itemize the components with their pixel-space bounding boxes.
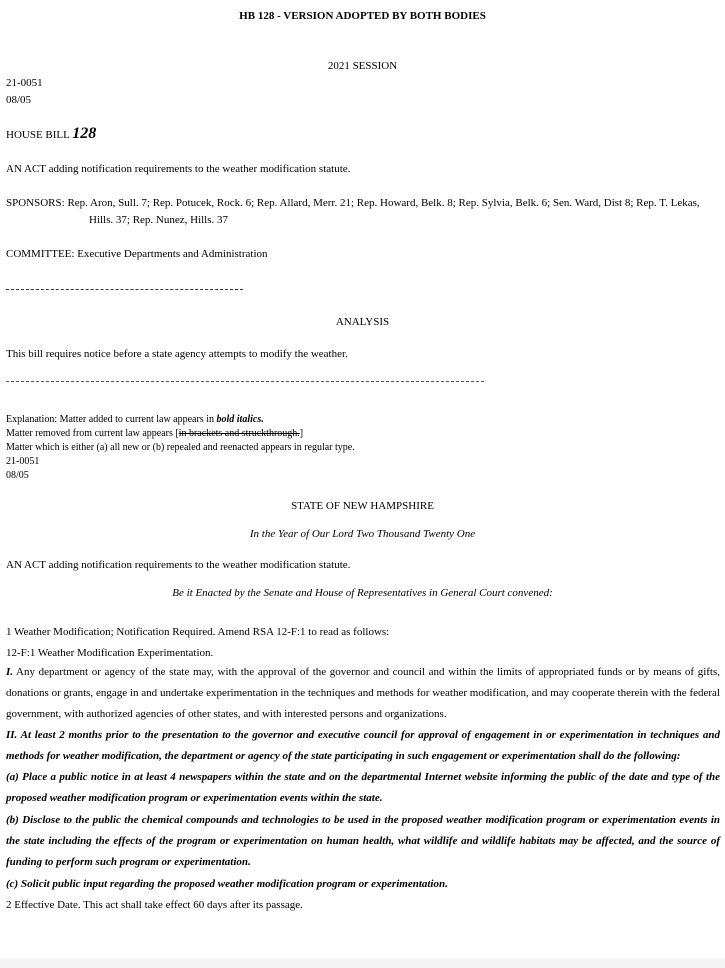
- explanation-line3: Matter which is either (a) all new or (b) repealed and reenacted appears in regular type.: [6, 442, 355, 453]
- doc-code-2: 21-0051: [6, 456, 40, 467]
- explanation-bold-example: bold italics.: [216, 414, 264, 425]
- paragraph-i-text: Any department or agency of the state may, with the approval of the governor and council and within the limits of appropriated funds or by means of gifts, donations or grants, engage in and undertake experimentation in the techniques and methods for weather modification, and may cooperate therein with the federal government, with authorized agencies of other states, and with interested persons and organizations.: [6, 666, 720, 720]
- document-title: HB 128 - VERSION ADOPTED BY BOTH BODIES: [239, 10, 486, 22]
- explanation-line1: [6, 414, 264, 425]
- committee-label: COMMITTEE: Executive Departments and Administration: [6, 248, 268, 260]
- doc-date-2: 08/05: [6, 470, 29, 481]
- paragraph-i-number: I.: [6, 666, 14, 678]
- sponsors-line2: Hills. 37; Rep. Nunez, Hills. 37: [89, 214, 229, 226]
- item-b: (b) Disclose to the public the chemical compounds and technologies to be used in the proposed weather modification program or experimentation events in the state including the effects of the program or experimentation on human health, what wildlife and wildlife habitats may be affected, and the source of funding to perform such program or experimentation.: [6, 814, 720, 868]
- separator-short: [6, 289, 243, 290]
- section1-heading: 1 Weather Modification; Notification Required. Amend RSA 12-F:1 to read as follows:: [6, 626, 390, 638]
- explanation-text: ]: [299, 428, 304, 439]
- sponsors-line1: SPONSORS: Rep. Aron, Sull. 7; Rep. Potucek, Rock. 6; Rep. Allard, Merr. 21; Rep. Howard, Belk. 8; Rep. Sylvia, Belk. 6; Sen. Ward, Dist 8; Rep. T. Lekas,: [6, 197, 700, 209]
- item-a: (a) Place a public notice in at least 4 newspapers within the state and on the departmental Internet website informing the public of the date and type of the proposed weather modification program or experimentation events within the state.: [6, 771, 720, 804]
- explanation-text: Explanation: Matter added to current law appears in: [6, 414, 217, 425]
- explanation-line2: [6, 428, 303, 439]
- explanation-text: Matter removed from current law appears [: [6, 428, 179, 439]
- doc-code: 21-0051: [6, 77, 43, 89]
- doc-date: 08/05: [6, 94, 32, 106]
- paragraph-i: [6, 662, 720, 725]
- year-line: In the Year of Our Lord Two Thousand Twenty One: [249, 528, 476, 540]
- rsa-heading: 12-F:1 Weather Modification Experimentation.: [6, 647, 214, 659]
- separator-long: [6, 381, 484, 382]
- section2-effective-date: 2 Effective Date. This act shall take effect 60 days after its passage.: [6, 899, 303, 911]
- analysis-heading: ANALYSIS: [335, 316, 390, 328]
- state-heading: STATE OF NEW HAMPSHIRE: [291, 500, 434, 512]
- item-c: (c) Solicit public input regarding the proposed weather modification program or experimentation.: [6, 878, 448, 890]
- explanation-strike-example: in brackets and struckthrough.: [178, 428, 300, 439]
- session-label: 2021 SESSION: [327, 60, 398, 72]
- enacting-clause: Be it Enacted by the Senate and House of Representatives in General Court convened:: [172, 587, 553, 599]
- bill-heading: [6, 125, 96, 143]
- paragraph-ii: II. At least 2 months prior to the presentation to the governor and executive council for approval of engagement in or experimentation in techniques and methods for weather modification, the department or agency of the state participating in such engagement or experimentation shall do the following:: [6, 729, 720, 762]
- analysis-text: This bill requires notice before a state agency attempts to modify the weather.: [6, 348, 348, 360]
- bill-number: 128: [72, 125, 97, 142]
- act-title-2: AN ACT adding notification requirements to the weather modification statute.: [6, 559, 351, 571]
- bill-prefix: HOUSE BILL: [6, 129, 70, 141]
- act-title: AN ACT adding notification requirements to the weather modification statute.: [6, 163, 351, 175]
- bottom-scroll-edge: [0, 958, 725, 968]
